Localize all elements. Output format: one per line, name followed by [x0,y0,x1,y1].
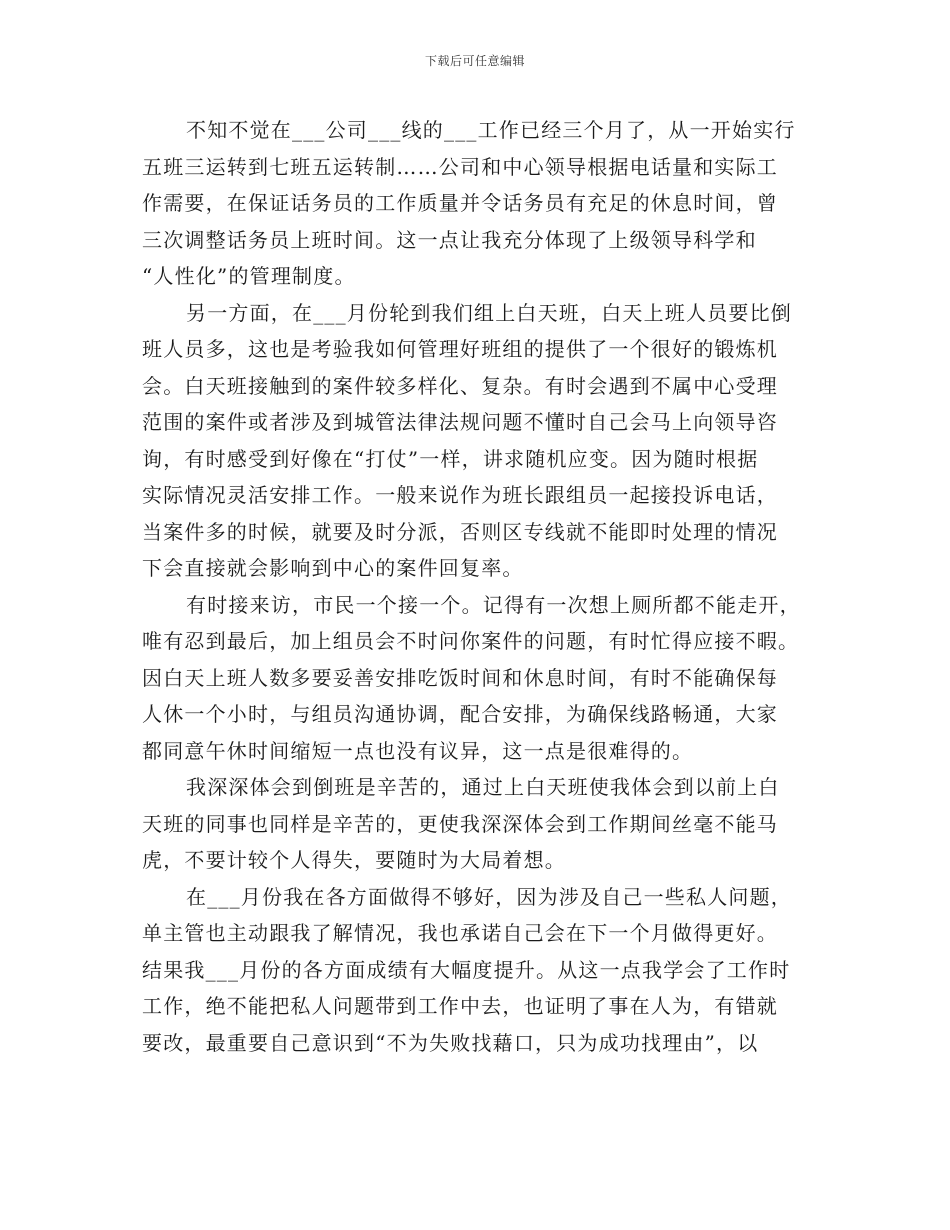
text-line: 天班的同事也同样是辛苦的，更使我深深体会到工作期间丝毫不能马 [142,811,778,836]
paragraph-first-line: 我深深体会到倒班是辛苦的，通过上白天班使我体会到以前上白 [186,775,780,799]
text-line: 五班三运转到七班五运转制……公司和中心领导根据电话量和实际工 [142,154,778,179]
text-line: 工作，绝不能把私人问题带到工作中去，也证明了事在人为，有错就 [142,994,778,1018]
text-line: 因白天上班人数多要妥善安排吃饭时间和休息时间，有时不能确保每 [142,665,778,690]
paragraph-first-line: 另一方面，在___月份轮到我们组上白天班，白天上班人员要比倒 [186,300,792,325]
text-line: 都同意午休时间缩短一点也没有议异，这一点是很难得的。 [142,738,694,763]
text-line: 会。白天班接触到的案件较多样化、复杂。有时会遇到不属中心受理 [142,373,778,398]
page-header: 下载后可任意编辑 [424,54,525,68]
document-body [142,112,812,1061]
text-line: 当案件多的时候，就要及时分派，否则区专线就不能即时处理的情况 [142,519,778,544]
text-line: 班人员多，这也是考验我如何管理好班组的提供了一个很好的锻炼机 [142,337,778,361]
text-line: “人性化”的管理制度。 [142,264,356,288]
text-line: 询，有时感受到好像在“打仗”一样，讲求随机应变。因为随时根据 [142,446,759,471]
text-line: 范围的案件或者涉及到城管法律法规问题不懂时自己会马上向领导咨 [142,410,778,434]
text-line: 实际情况灵活安排工作。一般来说作为班长跟组员一起接投诉电话， [142,483,778,507]
paragraph-first-line: 在___月份我在各方面做得不够好，因为涉及自己一些私人问题， [186,884,792,909]
text-line: 下会直接就会影响到中心的案件回复率。 [142,556,524,580]
text-line: 虎，不要计较个人得失，要随时为大局着想。 [142,848,566,872]
text-line: 人休一个小时，与组员沟通协调，配合安排，为确保线路畅通，大家 [142,702,778,726]
text-line: 要改，最重要自己意识到“不为失败找藉口，只为成功找理由”，以 [142,1030,759,1055]
paragraph-first-line: 有时接来访，市民一个接一个。记得有一次想上厕所都不能走开， [186,592,801,617]
text-line: 三次调整话务员上班时间。这一点让我充分体现了上级领导科学和 [142,227,757,252]
paragraph-first-line: 不知不觉在___公司___线的___工作已经三个月了，从一开始实行 [186,118,796,142]
text-line: 作需要，在保证话务员的工作质量并令话务员有充足的休息时间，曾 [142,191,778,215]
text-line: 结果我___月份的各方面成绩有大幅度提升。从这一点我学会了工作时 [142,957,791,982]
text-line: 唯有忍到最后，加上组员会不时问你案件的问题，有时忙得应接不暇。 [142,629,800,653]
text-line: 单主管也主动跟我了解情况，我也承诺自己会在下一个月做得更好。 [142,921,778,945]
